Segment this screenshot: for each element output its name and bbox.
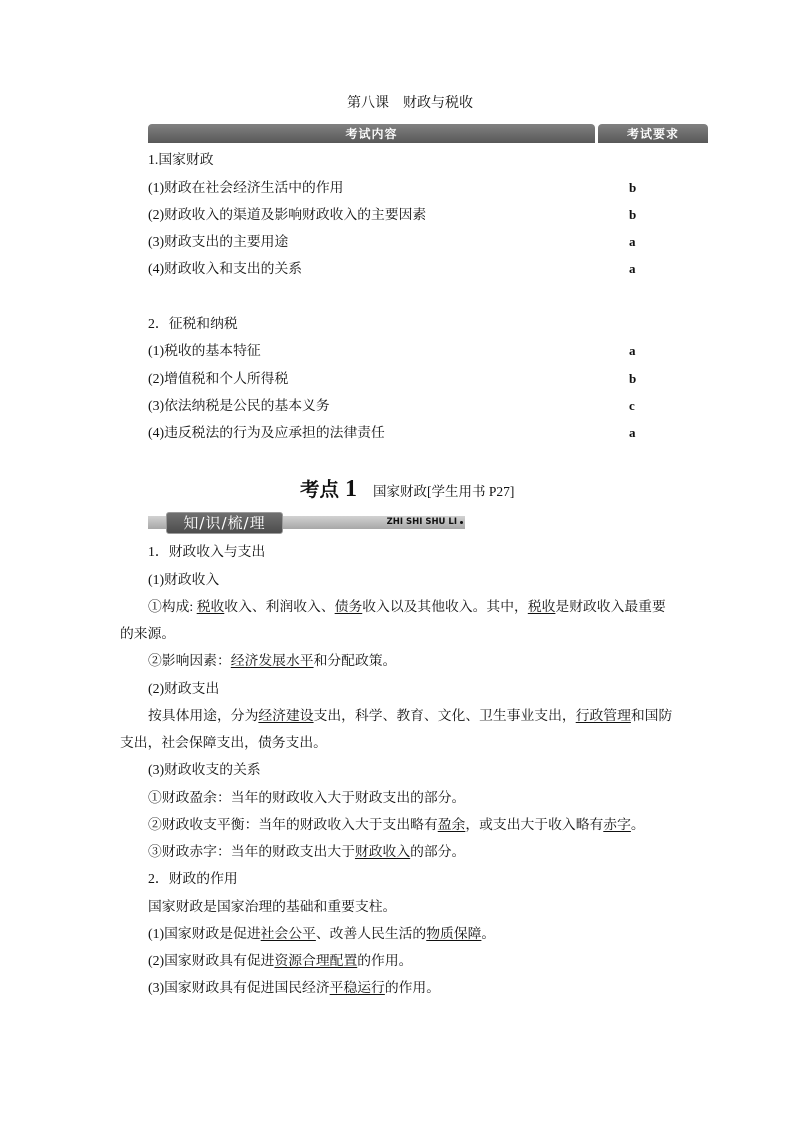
requirement-level: a (629, 261, 636, 277)
banner-pinyin: ZHI SHI SHU LI (386, 517, 457, 527)
requirement-content: (1)税收的基本特征 (148, 343, 261, 359)
requirement-level: b (629, 206, 637, 222)
text-run: 1．财政收入与支出 (148, 544, 266, 560)
key-term: 经济发展水平 (230, 653, 314, 669)
column-header-content: 考试内容 (148, 124, 595, 143)
paragraph-line (120, 838, 680, 865)
text-run: ①构成: (148, 598, 197, 614)
key-term: 行政管理 (575, 707, 631, 723)
section-title-taxation: 2．征税和纳税 (148, 316, 238, 332)
requirement-content: (3)依法纳税是公民的基本义务 (148, 397, 330, 413)
key-term: 社会公平 (260, 925, 316, 941)
requirement-level: b (629, 370, 637, 386)
subheading-line (120, 756, 680, 783)
key-term: 物质保障 (426, 925, 482, 941)
topic-number: 1 (345, 476, 358, 502)
paragraph-line (120, 893, 680, 920)
lesson-title: 第八课 财政与税收 (347, 96, 473, 111)
text-run: ③财政赤字：当年的财政支出大于 (148, 844, 355, 860)
table-row (148, 174, 708, 201)
column-header-requirement: 考试要求 (598, 124, 708, 143)
text-run: 按具体用途，分为 (148, 707, 259, 723)
table-section-title (148, 146, 708, 173)
key-term: 税收 (527, 598, 556, 614)
requirement-content: (2)财政收入的渠道及影响财政收入的主要因素 (148, 206, 427, 222)
requirement-content: (4)违反税法的行为及应承担的法律责任 (148, 425, 385, 441)
paragraph-line (120, 593, 680, 620)
topic-label: 考点 (300, 478, 340, 501)
text-run: (2)财政支出 (148, 680, 220, 696)
text-run: 和分配政策。 (313, 653, 397, 669)
paragraph-line (120, 702, 680, 729)
section-title-finance: 1.国家财政 (148, 152, 214, 168)
section-heading-line (120, 865, 680, 892)
topic-heading (300, 474, 514, 502)
text-run: 2．财政的作用 (148, 871, 238, 887)
text-run: ②财政收支平衡：当年的财政收入大于支出略有 (148, 816, 438, 832)
requirement-level: a (629, 234, 636, 250)
key-term: 平稳运行 (329, 980, 385, 996)
requirement-content: (1)财政在社会经济生活中的作用 (148, 179, 344, 195)
requirement-content: (4)财政收入和支出的关系 (148, 261, 303, 277)
key-term: 债务 (334, 598, 363, 614)
table-spacer (148, 283, 708, 310)
text-run: 收入、利润收入、 (224, 598, 335, 614)
text-run: 。 (630, 816, 645, 832)
text-run: (1)财政收入 (148, 571, 220, 587)
text-run: 。 (481, 925, 496, 941)
text-run: ②影响因素： (148, 653, 231, 669)
key-term: 税收 (196, 598, 225, 614)
requirement-content: (2)增值税和个人所得税 (148, 370, 289, 386)
paragraph-line (120, 920, 680, 947)
text-run: ①财政盈余：当年的财政收入大于财政支出的部分。 (148, 789, 466, 805)
text-run: 的来源。 (120, 626, 176, 642)
banner-label: 知/识/梳/理 (166, 512, 283, 534)
table-section-title (148, 310, 708, 337)
table-row (148, 201, 708, 228)
requirement-level: a (629, 425, 636, 441)
text-run: 的部分。 (410, 844, 466, 860)
text-run: 支出，社会保障支出，债务支出。 (120, 735, 327, 751)
paragraph-line (120, 784, 680, 811)
section-banner (148, 512, 465, 534)
paragraph-continuation-line (120, 729, 680, 756)
bullet-dot-icon (460, 521, 463, 524)
requirement-level: a (629, 343, 636, 359)
subheading-line (120, 675, 680, 702)
text-run: ，或支出大于收入略有 (465, 816, 604, 832)
table-row (148, 392, 708, 419)
exam-table-body (148, 146, 708, 446)
text-run: 国家财政是国家治理的基础和重要支柱。 (148, 898, 397, 914)
table-row (148, 255, 708, 282)
paragraph-line (120, 647, 680, 674)
paragraph-line (120, 811, 680, 838)
text-run: 、改善人民生活的 (315, 925, 427, 941)
key-term: 赤字 (603, 816, 631, 832)
table-row (148, 228, 708, 255)
text-run: (3)财政收支的关系 (148, 762, 261, 778)
key-term: 经济建设 (258, 707, 314, 723)
text-run: 是财政收入最重要 (555, 598, 666, 614)
paragraph-line (120, 974, 680, 1001)
table-row (148, 419, 708, 446)
text-run: 收入以及其他收入。其中， (362, 598, 528, 614)
key-term: 盈余 (437, 816, 466, 832)
requirement-content: (3)财政支出的主要用途 (148, 234, 289, 250)
text-run: 的作用。 (384, 980, 441, 996)
subheading-line (120, 566, 680, 593)
requirement-level: c (629, 397, 635, 413)
exam-table-header (148, 124, 708, 143)
knowledge-summary (120, 538, 680, 1001)
requirement-level: b (629, 179, 637, 195)
section-heading-line (120, 538, 680, 565)
key-term: 财政收入 (354, 844, 411, 860)
text-run: 的作用。 (357, 953, 413, 969)
key-term: 资源合理配置 (274, 953, 358, 969)
text-run: 和国防 (630, 707, 673, 723)
table-row (148, 337, 708, 364)
paragraph-continuation-line (120, 620, 680, 647)
text-run: (1)国家财政是促进 (148, 925, 261, 941)
table-row (148, 365, 708, 392)
topic-title: 国家财政[学生用书 P27] (373, 484, 515, 499)
text-run: 支出，科学、教育、文化、卫生事业支出， (313, 707, 576, 723)
paragraph-line (120, 947, 680, 974)
text-run: (3)国家财政具有促进国民经济 (148, 980, 330, 996)
text-run: (2)国家财政具有促进 (148, 953, 275, 969)
